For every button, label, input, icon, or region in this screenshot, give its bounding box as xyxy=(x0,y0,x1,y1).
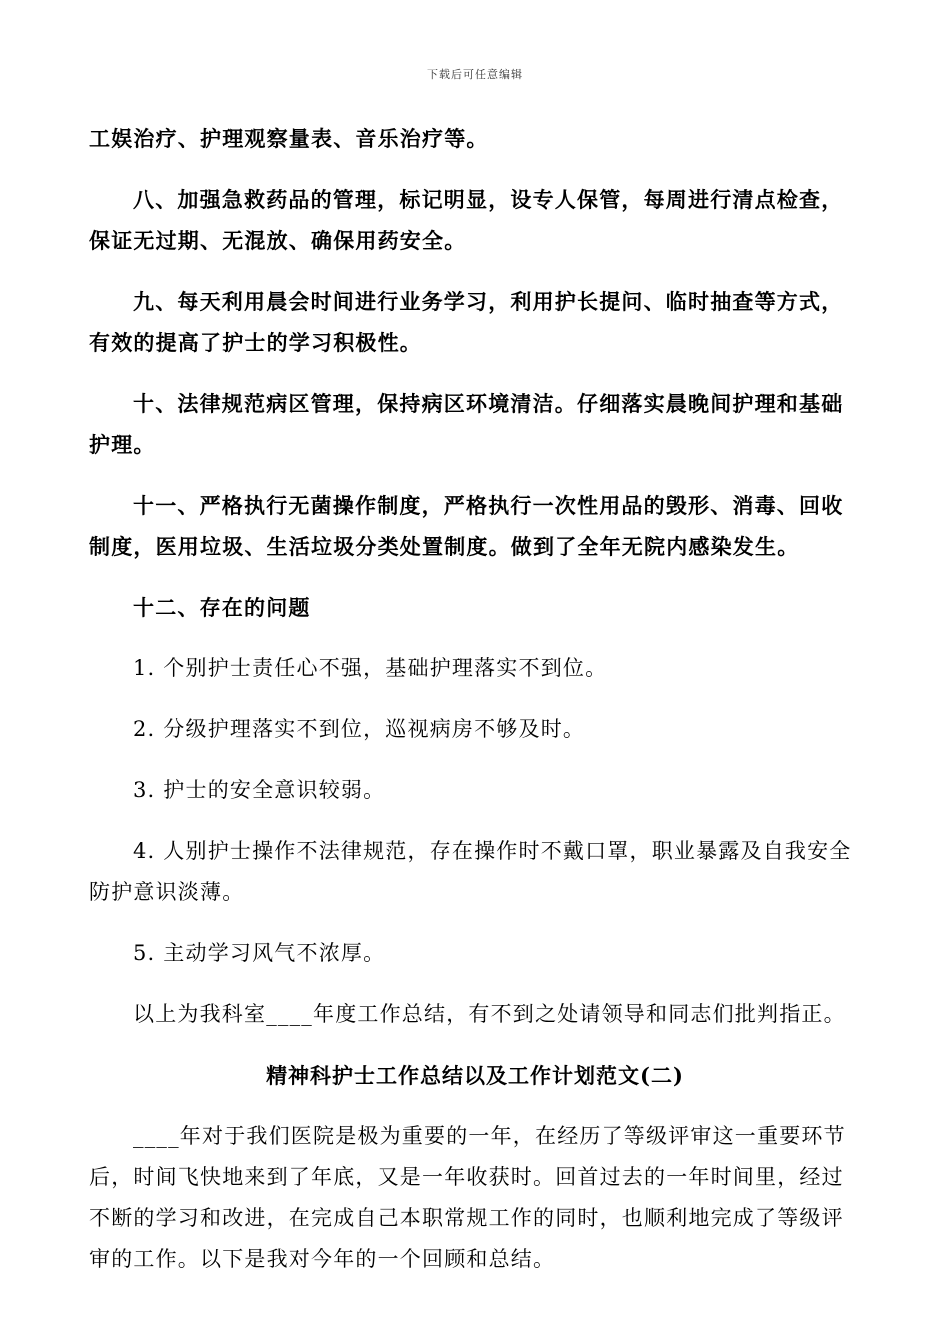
problem-item-3: 3. 护士的安全意识较弱。 xyxy=(133,778,386,802)
paragraph-item-10: 十、法律规范病区管理，保持病区环境清洁。仔细落实晨晚间护理和基础护理。 xyxy=(89,391,844,457)
section-intro-paragraph: ____年对于我们医院是极为重要的一年，在经历了等级评审这一重要环节后，时间飞快地来到了年底，又是一年收获时。回首过去的一年时间里，经过不断的学习和改进，在完成自己本职常规工作的同时，也顺利地完成了等级评审的工作。以下是我对今年的一个回顾和总结。 xyxy=(89,1124,846,1271)
page-header: 下载后可任意编辑 xyxy=(427,68,523,81)
problem-item-5: 5. 主动学习风气不浓厚。 xyxy=(133,941,386,965)
problem-item-4: 4. 人别护士操作不法律规范，存在操作时不戴口罩，职业暴露及自我安全防护意识淡薄。 xyxy=(89,839,852,904)
paragraph-item-8: 八、加强急救药品的管理，标记明显，设专人保管，每周进行清点检查，保证无过期、无混放、确保用药安全。 xyxy=(89,187,844,253)
problem-item-2: 2. 分级护理落实不到位，巡视病房不够及时。 xyxy=(133,717,586,741)
problem-item-1: 1. 个别护士责任心不强，基础护理落实不到位。 xyxy=(133,656,608,680)
section-title: 精神科护士工作总结以及工作计划范文(二) xyxy=(266,1063,684,1088)
paragraph-item-11: 十一、严格执行无菌操作制度，严格执行一次性用品的毁形、消毒、回收制度，医用垃圾、生活垃圾分类处置制度。做到了全年无院内感染发生。 xyxy=(89,493,844,559)
paragraph-item-12-heading: 十二、存在的问题 xyxy=(133,595,311,620)
closing-paragraph: 以上为我科室____年度工作总结，有不到之处请领导和同志们批判指正。 xyxy=(133,1002,846,1026)
paragraph-item-9: 九、每天利用晨会时间进行业务学习，利用护长提问、临时抽查等方式，有效的提高了护士的学习积极性。 xyxy=(89,289,844,355)
paragraph-continuation: 工娱治疗、护理观察量表、音乐治疗等。 xyxy=(89,126,489,151)
document-body xyxy=(89,118,861,1300)
